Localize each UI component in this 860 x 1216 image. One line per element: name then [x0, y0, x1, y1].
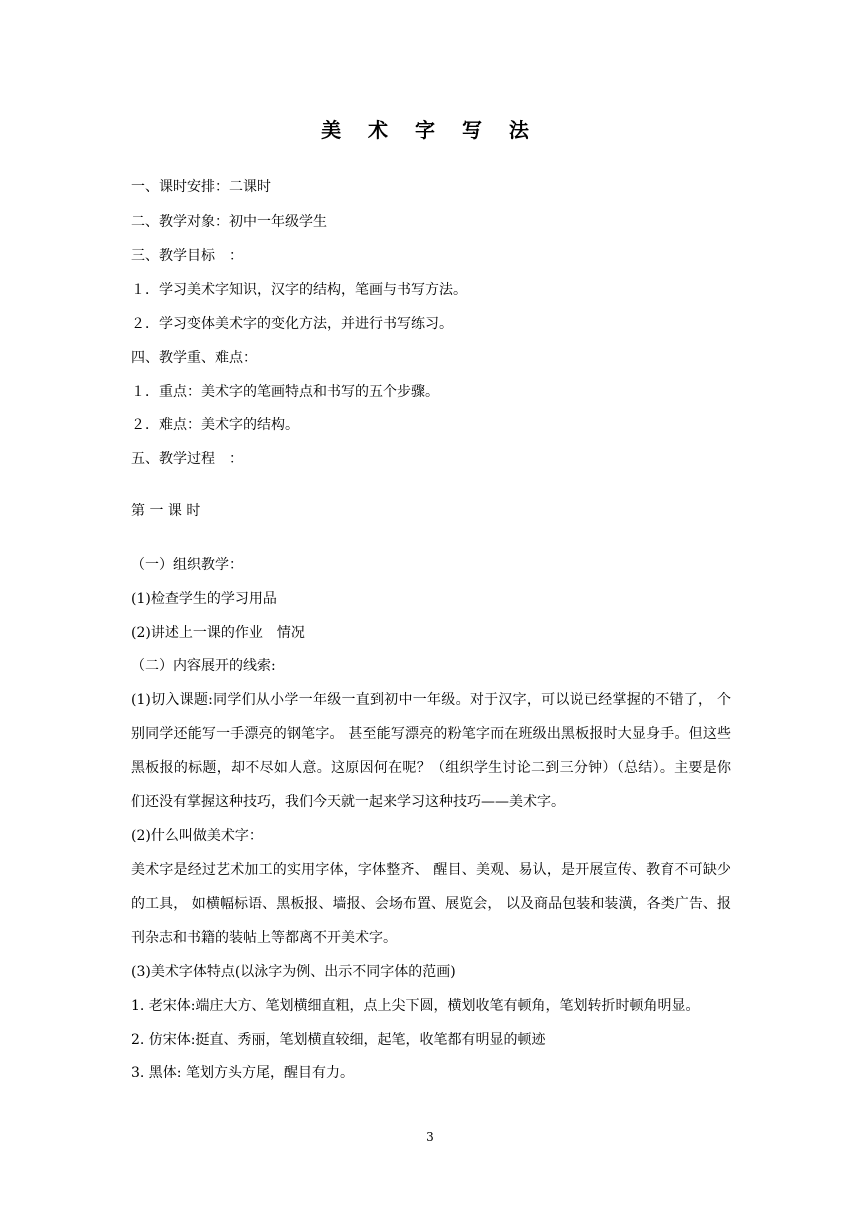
text-line: ２．学习变体美术字的变化方法，并进行书写练习。	[131, 316, 453, 332]
page-number: 3	[426, 1130, 434, 1144]
text-line: ２．难点：美术字的结构。	[131, 417, 299, 433]
text-line: (3)美术字体特点(以泳字为例、出示不同字体的范画)	[131, 964, 456, 980]
text-line: １．学习美术字知识，汉字的结构，笔画与书写方法。	[131, 282, 467, 298]
paragraph-definition: 美术字是经过艺术加工的实用字体，字体整齐、 醒目、美观、易认，是开展宣传、教育不可缺少的工具， 如横幅标语、黑板报、墙报、会场布置、展览会， 以及商品包装和装潢，各类广告、报刊杂志和书籍的装帖上等都离不开美术字。	[131, 862, 731, 946]
text-line: (1)检查学生的学习用品	[131, 591, 277, 607]
text-line: 三、教学目标 ：	[131, 248, 243, 264]
text-line: １．重点：美术字的笔画特点和书写的五个步骤。	[131, 384, 439, 400]
list-item: 1. 老宋体:端庄大方、笔划横细直粗，点上尖下圆，横划收笔有顿角，笔划转折时顿角明显。	[131, 998, 700, 1014]
paragraph-intro: (1)切入课题:同学们从小学一年级一直到初中一年级。对于汉字，可以说已经掌握的不错了， 个别同学还能写一手漂亮的钢笔字。 甚至能写漂亮的粉笔字而在班级出黑板报时大显身手。但这些黑板报的标题，却不尽如人意。这原因何在呢？（组织学生讨论二到三分钟）（总结）。主要是你们还没有掌握这种技巧，我们今天就一起来学习这种技巧——美术字。	[131, 692, 731, 810]
text-line: 二、教学对象：初中一年级学生	[131, 214, 327, 230]
text-line: (2)讲述上一课的作业 情况	[131, 625, 305, 641]
list-item: 3. 黑体: 笔划方头方尾，醒目有力。	[131, 1065, 354, 1081]
text-line: (2)什么叫做美术字：	[131, 828, 263, 844]
document-title: 美 术 字 写 法	[321, 118, 539, 142]
text-line: 四、教学重、难点：	[131, 350, 257, 366]
section-heading: 第 一 课 时	[131, 503, 201, 519]
text-line: 五、教学过程 ：	[131, 451, 243, 467]
list-item: 2. 仿宋体:挺直、秀丽，笔划横直较细，起笔，收笔都有明显的顿迹	[131, 1032, 546, 1048]
text-line: 一、课时安排：二课时	[131, 179, 271, 195]
text-line: （一）组织教学：	[131, 557, 243, 573]
text-line: （二）内容展开的线索:	[131, 658, 276, 674]
